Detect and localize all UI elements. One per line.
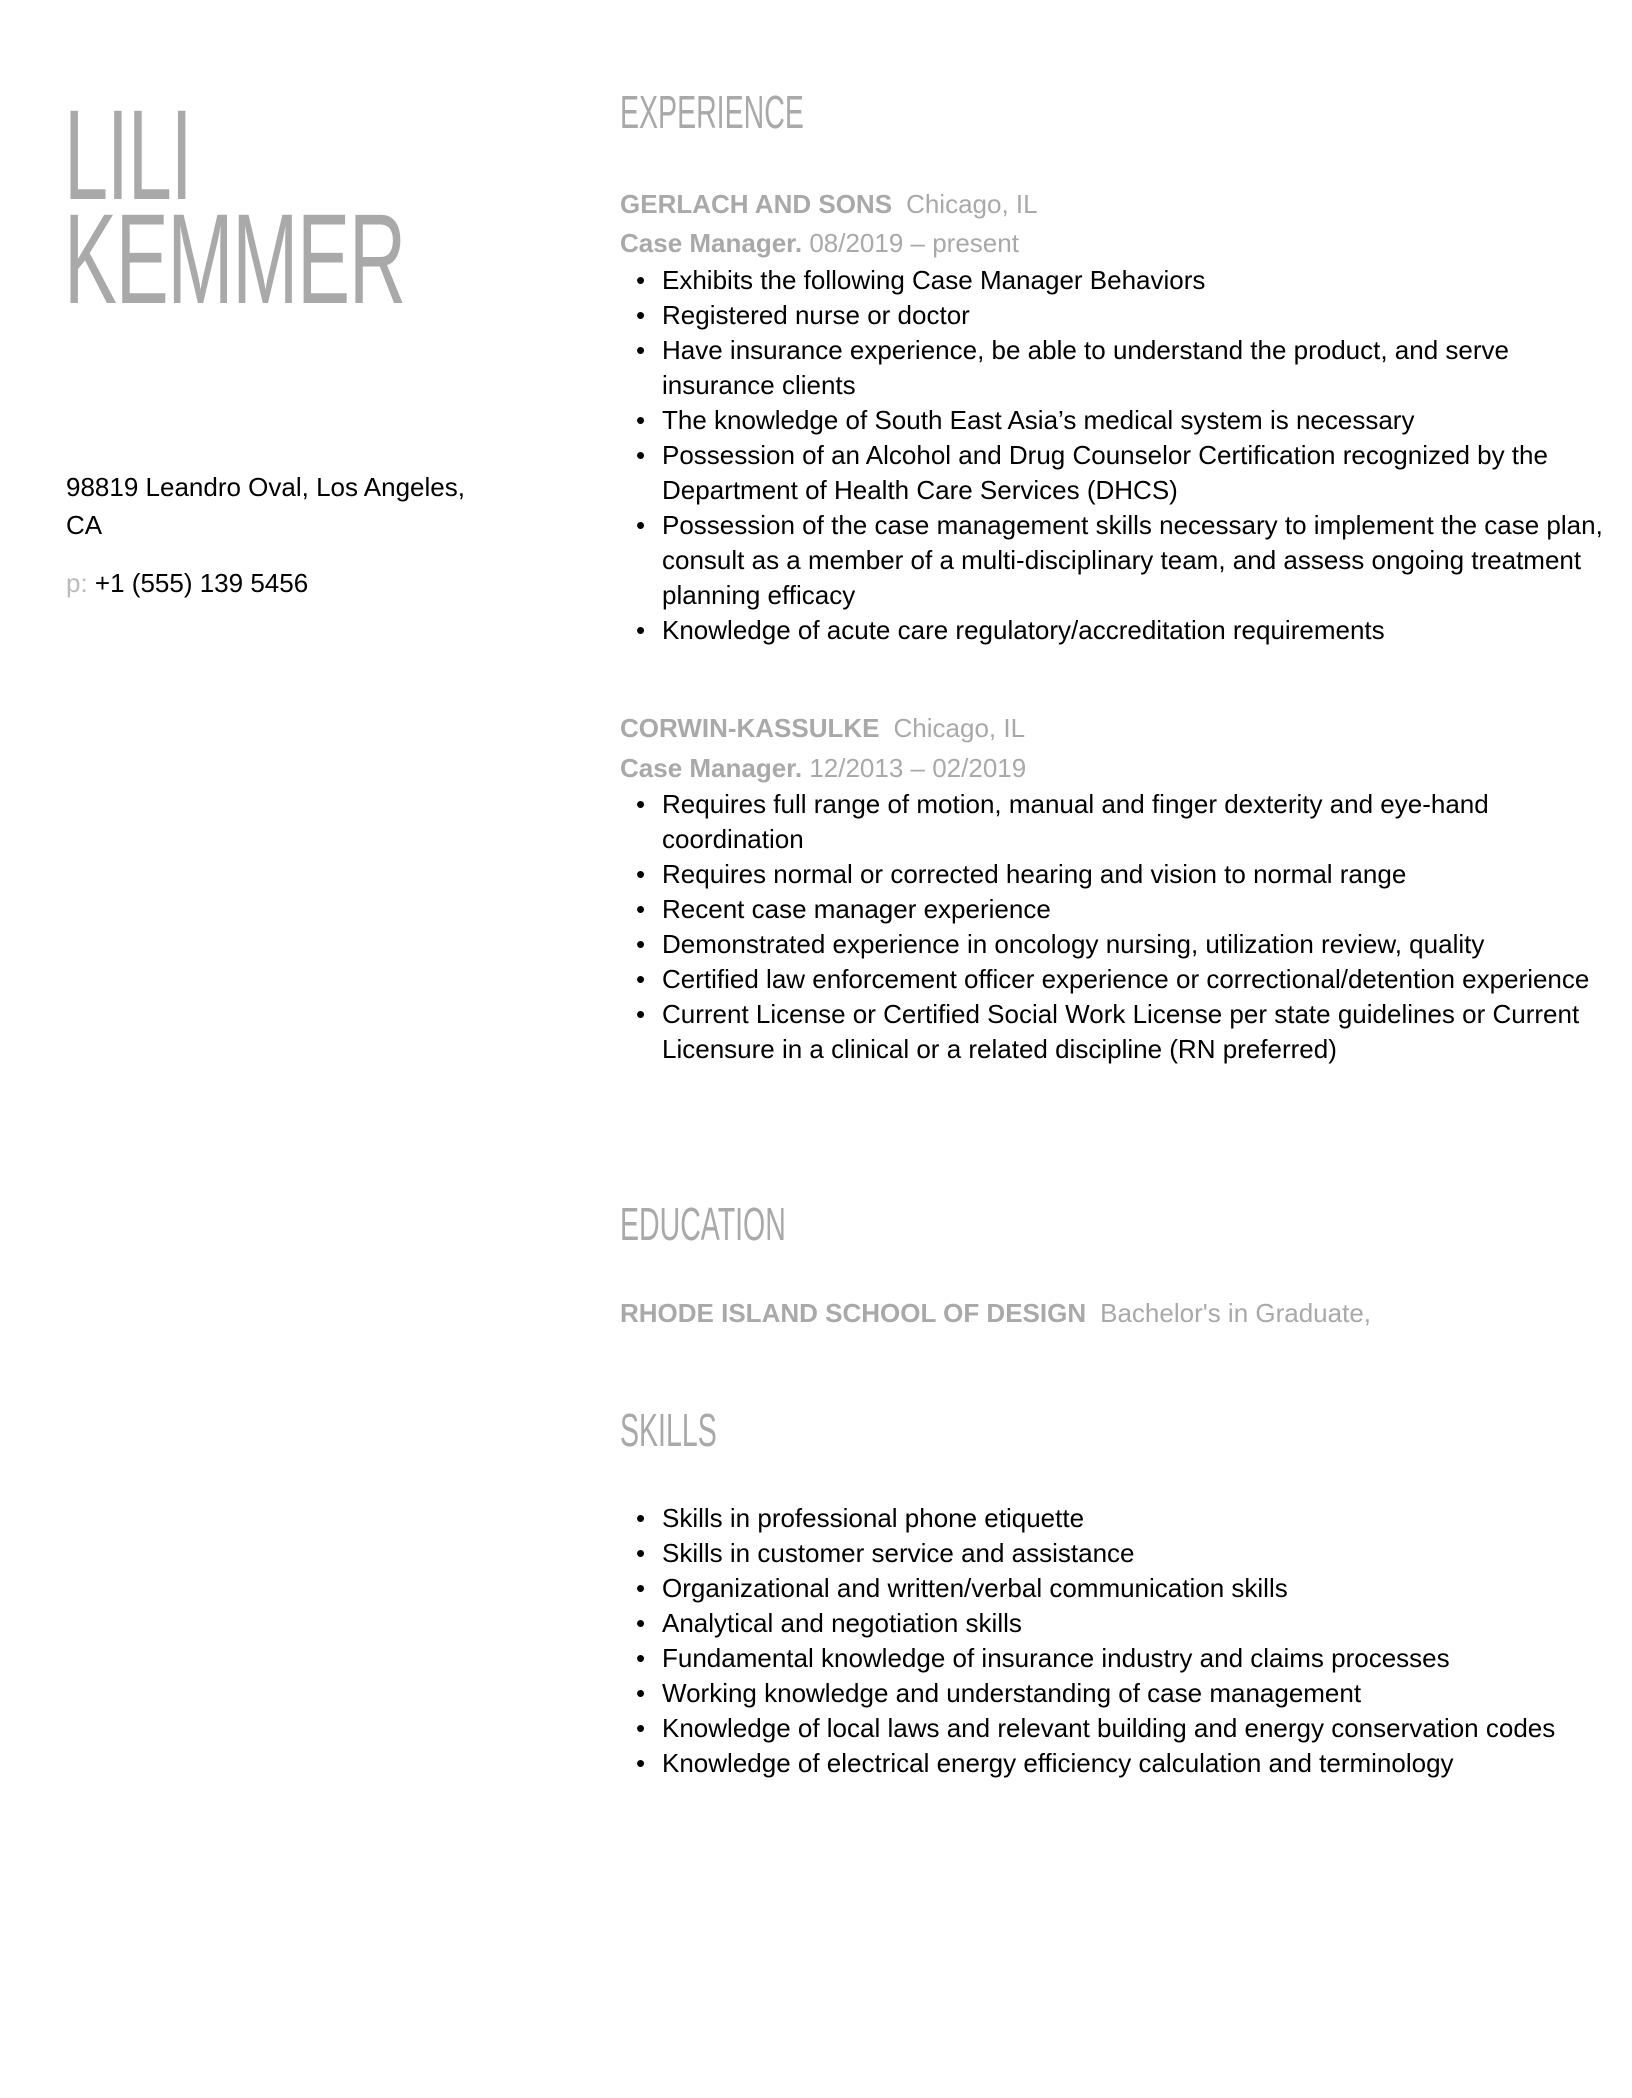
list-item: • Exhibits the following Case Manager Behaviors [662,263,1612,298]
job-1-bullets [620,263,1612,648]
address-line-1: 98819 Leandro Oval, Los Angeles, [66,472,465,502]
job-2-title-line [620,749,1026,787]
school-name: RHODE ISLAND SCHOOL OF DESIGN [620,1298,1087,1328]
list-item: • Knowledge of acute care regulatory/accreditation requirements [662,613,1612,648]
list-item: • Certified law enforcement officer experience or correctional/detention experience [662,962,1612,997]
list-item: • Fundamental knowledge of insurance industry and claims processes [662,1641,1612,1676]
list-item: • The knowledge of South East Asia’s medical system is necessary [662,403,1612,438]
job-location: Chicago, IL [906,189,1038,219]
education-line [620,1294,1371,1332]
list-item: • Skills in customer service and assistance [662,1536,1612,1571]
degree: Bachelor's in Graduate, [1100,1298,1372,1328]
address-line-2: CA [66,510,103,540]
list-item: • Organizational and written/verbal communication skills [662,1571,1612,1606]
phone-number: +1 (555) 139 5456 [94,568,309,598]
job-1-company-line [620,185,1038,223]
job-dates: 12/2013 – 02/2019 [809,753,1027,783]
phone [66,566,308,601]
job-location: Chicago, IL [893,713,1026,743]
job-dates: 08/2019 – present [809,228,1019,258]
job-1-title-line [620,224,1019,262]
list-item: • Requires normal or corrected hearing and vision to normal range [662,857,1612,892]
list-item: • Skills in professional phone etiquette [662,1501,1612,1536]
list-item: • Recent case manager experience [662,892,1612,927]
first-name: LILI [64,84,192,227]
list-item: • Have insurance experience, be able to understand the product, and serve insurance clients [662,333,1612,403]
job-title: Case Manager. [620,753,803,783]
experience-heading: EXPERIENCE [620,86,804,138]
job-2-company-line [620,709,1025,747]
list-item: • Working knowledge and understanding of case management [662,1676,1612,1711]
list-item: • Knowledge of local laws and relevant building and energy conservation codes [662,1711,1612,1746]
list-item: • Demonstrated experience in oncology nursing, utilization review, quality [662,927,1612,962]
company-name: GERLACH AND SONS [620,189,893,219]
education-heading: EDUCATION [620,1198,786,1250]
job-2-bullets [620,787,1612,1067]
skills-list [620,1501,1612,1781]
phone-label: p: [66,568,88,598]
list-item: • Knowledge of electrical energy efficiency calculation and terminology [662,1746,1612,1781]
last-name: KEMMER [64,188,405,331]
job-title: Case Manager. [620,228,803,258]
list-item: • Requires full range of motion, manual and finger dexterity and eye-hand coordination [662,787,1612,857]
list-item: • Current License or Certified Social Work License per state guidelines or Current Licensure in a clinical or a related discipline (RN preferred) [662,997,1612,1067]
list-item: • Possession of an Alcohol and Drug Counselor Certification recognized by the Department of Health Care Services (DHCS) [662,438,1612,508]
skills-heading: SKILLS [620,1404,717,1456]
company-name: CORWIN-KASSULKE [620,713,880,743]
list-item: • Analytical and negotiation skills [662,1606,1612,1641]
list-item: • Registered nurse or doctor [662,298,1612,333]
list-item: • Possession of the case management skills necessary to implement the case plan, consult as a member of a multi-disciplinary team, and assess ongoing treatment planning efficacy [662,508,1612,613]
